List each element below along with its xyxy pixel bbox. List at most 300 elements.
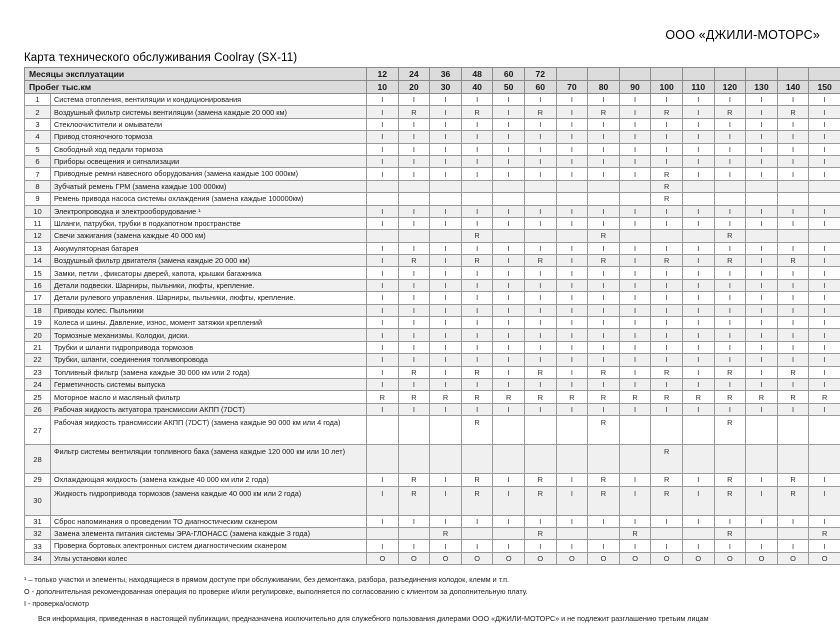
schedule-cell: I (493, 118, 525, 130)
notes-block (24, 575, 828, 624)
row-number: 9 (25, 193, 51, 205)
schedule-cell: I (746, 317, 778, 329)
schedule-cell (398, 230, 430, 242)
schedule-cell: I (524, 304, 556, 316)
schedule-cell: I (367, 354, 399, 366)
schedule-cell: I (588, 168, 620, 180)
header-month-cell (651, 68, 683, 81)
schedule-cell (651, 230, 683, 242)
schedule-cell (430, 416, 462, 445)
row-number: 14 (25, 255, 51, 267)
schedule-cell: I (367, 255, 399, 267)
schedule-cell: R (430, 527, 462, 539)
header-mileage-cell: 140 (777, 81, 809, 94)
schedule-cell: I (651, 131, 683, 143)
schedule-cell: I (682, 292, 714, 304)
schedule-cell: I (556, 217, 588, 229)
header-mileage-cell: 60 (524, 81, 556, 94)
table-row (25, 242, 840, 254)
schedule-cell: I (398, 378, 430, 390)
schedule-cell: I (746, 217, 778, 229)
row-operation-name: Аккумуляторная батарея (51, 242, 367, 254)
schedule-cell (588, 445, 620, 474)
schedule-cell: R (588, 106, 620, 118)
table-row (25, 366, 840, 378)
schedule-cell: I (430, 317, 462, 329)
schedule-cell: I (430, 540, 462, 552)
table-row (25, 354, 840, 366)
schedule-cell (809, 445, 840, 474)
schedule-cell: I (556, 168, 588, 180)
schedule-cell: R (524, 391, 556, 403)
schedule-cell (493, 230, 525, 242)
schedule-cell: I (430, 118, 462, 130)
row-number: 7 (25, 168, 51, 180)
schedule-cell: I (461, 341, 493, 353)
schedule-cell: I (746, 267, 778, 279)
schedule-cell: I (556, 403, 588, 415)
page-title: Карта технического обслуживания Coolray (SX-11) (12, 46, 828, 67)
schedule-cell (746, 230, 778, 242)
schedule-cell: I (777, 540, 809, 552)
schedule-cell: R (809, 527, 840, 539)
schedule-cell: R (746, 391, 778, 403)
schedule-cell (777, 445, 809, 474)
disclaimer: Вся информация, приведенная в настоящей публикации, предназначена исключительно для служебного пользования дилерами ООО «ДЖИЛИ-МОТОРС» и не подлежит разглашению третьим лицам (24, 614, 828, 624)
schedule-cell (367, 230, 399, 242)
row-operation-name: Фильтр системы вентиляции топливного бака (замена каждые 120 000 км или 10 лет) (51, 445, 367, 474)
schedule-cell: I (682, 378, 714, 390)
schedule-cell: I (461, 94, 493, 106)
schedule-cell: I (367, 155, 399, 167)
schedule-cell: I (619, 378, 651, 390)
schedule-cell: I (493, 329, 525, 341)
schedule-cell (588, 193, 620, 205)
schedule-cell: O (809, 552, 840, 564)
schedule-cell: I (809, 106, 840, 118)
schedule-cell: I (809, 354, 840, 366)
row-operation-name: Система отопления, вентиляции и кондиционирования (51, 94, 367, 106)
schedule-cell: R (777, 106, 809, 118)
schedule-cell: I (493, 354, 525, 366)
schedule-cell: O (619, 552, 651, 564)
header-mileage-cell: 50 (493, 81, 525, 94)
row-number: 33 (25, 540, 51, 552)
table-row (25, 143, 840, 155)
schedule-cell: I (556, 317, 588, 329)
row-number: 16 (25, 279, 51, 291)
schedule-cell: I (367, 486, 399, 515)
schedule-cell (682, 230, 714, 242)
schedule-cell: I (588, 118, 620, 130)
schedule-cell: I (588, 279, 620, 291)
schedule-cell (461, 193, 493, 205)
schedule-cell (556, 230, 588, 242)
table-row (25, 118, 840, 130)
schedule-cell: I (367, 242, 399, 254)
schedule-cell: R (461, 474, 493, 486)
schedule-cell: I (556, 378, 588, 390)
schedule-cell: I (746, 168, 778, 180)
schedule-cell: I (524, 242, 556, 254)
schedule-cell (619, 180, 651, 192)
schedule-cell: I (524, 267, 556, 279)
schedule-cell: I (588, 341, 620, 353)
schedule-cell: I (682, 329, 714, 341)
schedule-cell (777, 416, 809, 445)
schedule-cell: R (619, 391, 651, 403)
schedule-cell: I (746, 378, 778, 390)
schedule-cell: I (430, 304, 462, 316)
schedule-cell: I (619, 292, 651, 304)
schedule-cell: I (619, 131, 651, 143)
schedule-cell: I (367, 106, 399, 118)
schedule-cell: R (398, 474, 430, 486)
schedule-cell: R (777, 474, 809, 486)
schedule-cell: I (588, 378, 620, 390)
schedule-cell: R (714, 366, 746, 378)
row-number: 12 (25, 230, 51, 242)
table-row (25, 329, 840, 341)
schedule-cell: I (556, 474, 588, 486)
schedule-cell (524, 193, 556, 205)
table-row (25, 279, 840, 291)
schedule-cell: I (556, 292, 588, 304)
row-operation-name: Замки, петли , фиксаторы дверей, капота, крышки багажника (51, 267, 367, 279)
table-row (25, 527, 840, 539)
schedule-cell: I (809, 515, 840, 527)
schedule-cell: I (588, 205, 620, 217)
schedule-cell: I (619, 155, 651, 167)
schedule-cell: R (651, 474, 683, 486)
schedule-cell: I (682, 242, 714, 254)
schedule-cell: I (367, 143, 399, 155)
schedule-cell (619, 416, 651, 445)
schedule-cell: I (809, 292, 840, 304)
schedule-cell: O (746, 552, 778, 564)
schedule-cell: R (777, 391, 809, 403)
schedule-cell: I (430, 378, 462, 390)
schedule-cell: I (398, 317, 430, 329)
schedule-cell: R (714, 391, 746, 403)
schedule-cell (430, 230, 462, 242)
schedule-cell: I (461, 354, 493, 366)
schedule-cell (493, 445, 525, 474)
table-row (25, 94, 840, 106)
schedule-cell: I (430, 242, 462, 254)
schedule-cell: I (714, 279, 746, 291)
schedule-cell: I (398, 329, 430, 341)
schedule-cell (556, 180, 588, 192)
schedule-cell: I (524, 341, 556, 353)
header-month-cell: 60 (493, 68, 525, 81)
schedule-cell: I (651, 378, 683, 390)
schedule-cell: I (714, 317, 746, 329)
schedule-cell: I (746, 155, 778, 167)
header-mileage-cell: 30 (430, 81, 462, 94)
schedule-cell (651, 527, 683, 539)
schedule-cell (430, 445, 462, 474)
schedule-cell: I (430, 255, 462, 267)
header-month-cell: 36 (430, 68, 462, 81)
schedule-cell: I (461, 515, 493, 527)
schedule-cell (556, 416, 588, 445)
schedule-cell: I (398, 205, 430, 217)
schedule-cell: I (493, 279, 525, 291)
schedule-cell: I (493, 168, 525, 180)
table-row (25, 416, 840, 445)
schedule-cell: R (493, 391, 525, 403)
schedule-cell: R (651, 168, 683, 180)
schedule-cell: I (461, 168, 493, 180)
row-operation-name: Воздушный фильтр двигателя (замена каждые 20 000 км) (51, 255, 367, 267)
row-operation-name: Приводные ремни навесного оборудования (замена каждые 100 000км) (51, 168, 367, 180)
schedule-cell: I (367, 279, 399, 291)
schedule-cell: I (714, 304, 746, 316)
schedule-cell (461, 445, 493, 474)
schedule-cell: I (430, 131, 462, 143)
schedule-cell (809, 416, 840, 445)
header-month-cell (682, 68, 714, 81)
schedule-cell: I (682, 155, 714, 167)
schedule-cell: I (777, 354, 809, 366)
table-row (25, 445, 840, 474)
schedule-cell: I (461, 329, 493, 341)
schedule-cell: I (493, 486, 525, 515)
schedule-cell (493, 527, 525, 539)
schedule-cell (430, 180, 462, 192)
schedule-cell: R (461, 230, 493, 242)
schedule-cell (588, 180, 620, 192)
schedule-cell: I (556, 118, 588, 130)
header-mileage-cell: 20 (398, 81, 430, 94)
schedule-cell (398, 527, 430, 539)
table-row (25, 230, 840, 242)
schedule-cell: R (714, 474, 746, 486)
schedule-cell: I (651, 292, 683, 304)
row-number: 3 (25, 118, 51, 130)
schedule-cell: I (556, 242, 588, 254)
schedule-cell: I (619, 515, 651, 527)
schedule-cell: I (777, 94, 809, 106)
schedule-cell: R (588, 366, 620, 378)
schedule-cell: I (367, 366, 399, 378)
schedule-cell: I (524, 155, 556, 167)
schedule-cell: I (809, 341, 840, 353)
schedule-cell: I (777, 317, 809, 329)
schedule-cell: I (398, 143, 430, 155)
schedule-cell (556, 527, 588, 539)
schedule-cell: I (682, 403, 714, 415)
schedule-cell: I (619, 486, 651, 515)
schedule-cell: I (493, 403, 525, 415)
schedule-cell (619, 193, 651, 205)
schedule-cell: I (682, 304, 714, 316)
schedule-cell: I (619, 168, 651, 180)
schedule-cell: I (430, 329, 462, 341)
schedule-cell (746, 527, 778, 539)
schedule-cell: I (651, 540, 683, 552)
schedule-cell: I (682, 267, 714, 279)
schedule-cell: I (493, 366, 525, 378)
row-number: 8 (25, 180, 51, 192)
schedule-cell (398, 193, 430, 205)
schedule-cell (746, 445, 778, 474)
schedule-cell: I (493, 540, 525, 552)
row-operation-name: Электропроводка и электрооборудование ¹ (51, 205, 367, 217)
row-operation-name: Свечи зажигания (замена каждые 40 000 км) (51, 230, 367, 242)
schedule-cell: I (493, 267, 525, 279)
schedule-cell: I (714, 143, 746, 155)
schedule-cell (367, 527, 399, 539)
schedule-cell: O (588, 552, 620, 564)
schedule-cell: I (398, 217, 430, 229)
schedule-cell: R (651, 391, 683, 403)
schedule-cell: I (430, 292, 462, 304)
schedule-cell: I (461, 304, 493, 316)
schedule-cell: I (619, 118, 651, 130)
schedule-cell: I (651, 94, 683, 106)
schedule-cell: I (524, 168, 556, 180)
schedule-cell: R (809, 391, 840, 403)
schedule-cell: I (524, 403, 556, 415)
schedule-cell: I (746, 205, 778, 217)
schedule-cell: I (777, 279, 809, 291)
schedule-cell: I (746, 279, 778, 291)
schedule-cell: O (493, 552, 525, 564)
schedule-cell: I (493, 255, 525, 267)
schedule-cell: I (556, 106, 588, 118)
schedule-cell: I (714, 155, 746, 167)
table-row (25, 255, 840, 267)
schedule-cell (367, 180, 399, 192)
row-operation-name: Воздушный фильтр системы вентиляции (замена каждые 20 000 км) (51, 106, 367, 118)
schedule-cell (682, 527, 714, 539)
schedule-cell: R (588, 474, 620, 486)
schedule-cell: R (777, 486, 809, 515)
schedule-cell (777, 180, 809, 192)
schedule-cell: R (367, 391, 399, 403)
schedule-cell: I (746, 143, 778, 155)
schedule-cell: I (619, 354, 651, 366)
schedule-cell: I (556, 540, 588, 552)
schedule-cell: I (746, 354, 778, 366)
schedule-cell: I (367, 515, 399, 527)
schedule-cell: I (714, 403, 746, 415)
row-number: 34 (25, 552, 51, 564)
schedule-cell: I (682, 118, 714, 130)
header-month-cell: 24 (398, 68, 430, 81)
schedule-cell: R (619, 527, 651, 539)
schedule-cell: I (651, 317, 683, 329)
schedule-cell: R (651, 445, 683, 474)
table-row (25, 540, 840, 552)
schedule-cell: I (367, 329, 399, 341)
table-row (25, 193, 840, 205)
schedule-cell: R (398, 486, 430, 515)
schedule-cell: I (556, 329, 588, 341)
schedule-cell: I (714, 378, 746, 390)
schedule-cell: I (367, 540, 399, 552)
footnote-1: ¹ – только участки и элементы, находящиеся в прямом доступе при обслуживании, без демонтажа, разбора, разъединения колодок, клемм и т.п. (24, 575, 828, 585)
schedule-cell: R (398, 391, 430, 403)
row-operation-name: Приводы колес. Пыльники (51, 304, 367, 316)
schedule-cell (809, 230, 840, 242)
schedule-cell: I (461, 118, 493, 130)
schedule-cell: I (588, 131, 620, 143)
schedule-cell: I (746, 131, 778, 143)
schedule-cell: I (556, 304, 588, 316)
schedule-cell: I (651, 217, 683, 229)
schedule-cell (493, 180, 525, 192)
schedule-cell: I (524, 540, 556, 552)
schedule-cell: R (524, 486, 556, 515)
schedule-cell: I (809, 279, 840, 291)
row-number: 13 (25, 242, 51, 254)
row-number: 30 (25, 486, 51, 515)
table-row (25, 317, 840, 329)
row-number: 11 (25, 217, 51, 229)
schedule-cell: I (651, 329, 683, 341)
schedule-cell: R (588, 416, 620, 445)
schedule-cell: I (746, 304, 778, 316)
schedule-cell: I (493, 515, 525, 527)
header-month-cell (777, 68, 809, 81)
schedule-cell: R (461, 366, 493, 378)
schedule-cell: I (524, 217, 556, 229)
mileage-label: Пробег тыс.км (25, 81, 367, 94)
header-mileage-cell: 80 (588, 81, 620, 94)
schedule-cell: I (682, 217, 714, 229)
schedule-cell: I (367, 267, 399, 279)
schedule-cell: I (398, 94, 430, 106)
row-operation-name: Моторное масло и масляный фильтр (51, 391, 367, 403)
schedule-cell: I (524, 279, 556, 291)
row-number: 19 (25, 317, 51, 329)
schedule-cell: I (777, 168, 809, 180)
schedule-cell: I (809, 474, 840, 486)
schedule-cell: I (746, 94, 778, 106)
schedule-cell: I (809, 168, 840, 180)
schedule-cell (682, 445, 714, 474)
schedule-cell: I (367, 168, 399, 180)
row-number: 22 (25, 354, 51, 366)
schedule-cell (524, 230, 556, 242)
schedule-cell: I (777, 155, 809, 167)
schedule-cell: I (809, 205, 840, 217)
schedule-cell: I (746, 366, 778, 378)
schedule-cell: I (619, 403, 651, 415)
schedule-cell (524, 445, 556, 474)
schedule-cell: I (746, 515, 778, 527)
schedule-cell: I (714, 94, 746, 106)
header-month-cell (619, 68, 651, 81)
schedule-cell: R (682, 391, 714, 403)
schedule-cell: I (746, 255, 778, 267)
schedule-cell: R (398, 106, 430, 118)
schedule-cell (367, 445, 399, 474)
schedule-cell: I (714, 515, 746, 527)
schedule-cell (714, 180, 746, 192)
schedule-cell: I (367, 341, 399, 353)
schedule-cell: R (588, 230, 620, 242)
header-mileage-cell: 70 (556, 81, 588, 94)
schedule-cell: I (524, 143, 556, 155)
schedule-cell: I (746, 486, 778, 515)
row-number: 18 (25, 304, 51, 316)
schedule-cell (556, 193, 588, 205)
schedule-cell: I (461, 131, 493, 143)
